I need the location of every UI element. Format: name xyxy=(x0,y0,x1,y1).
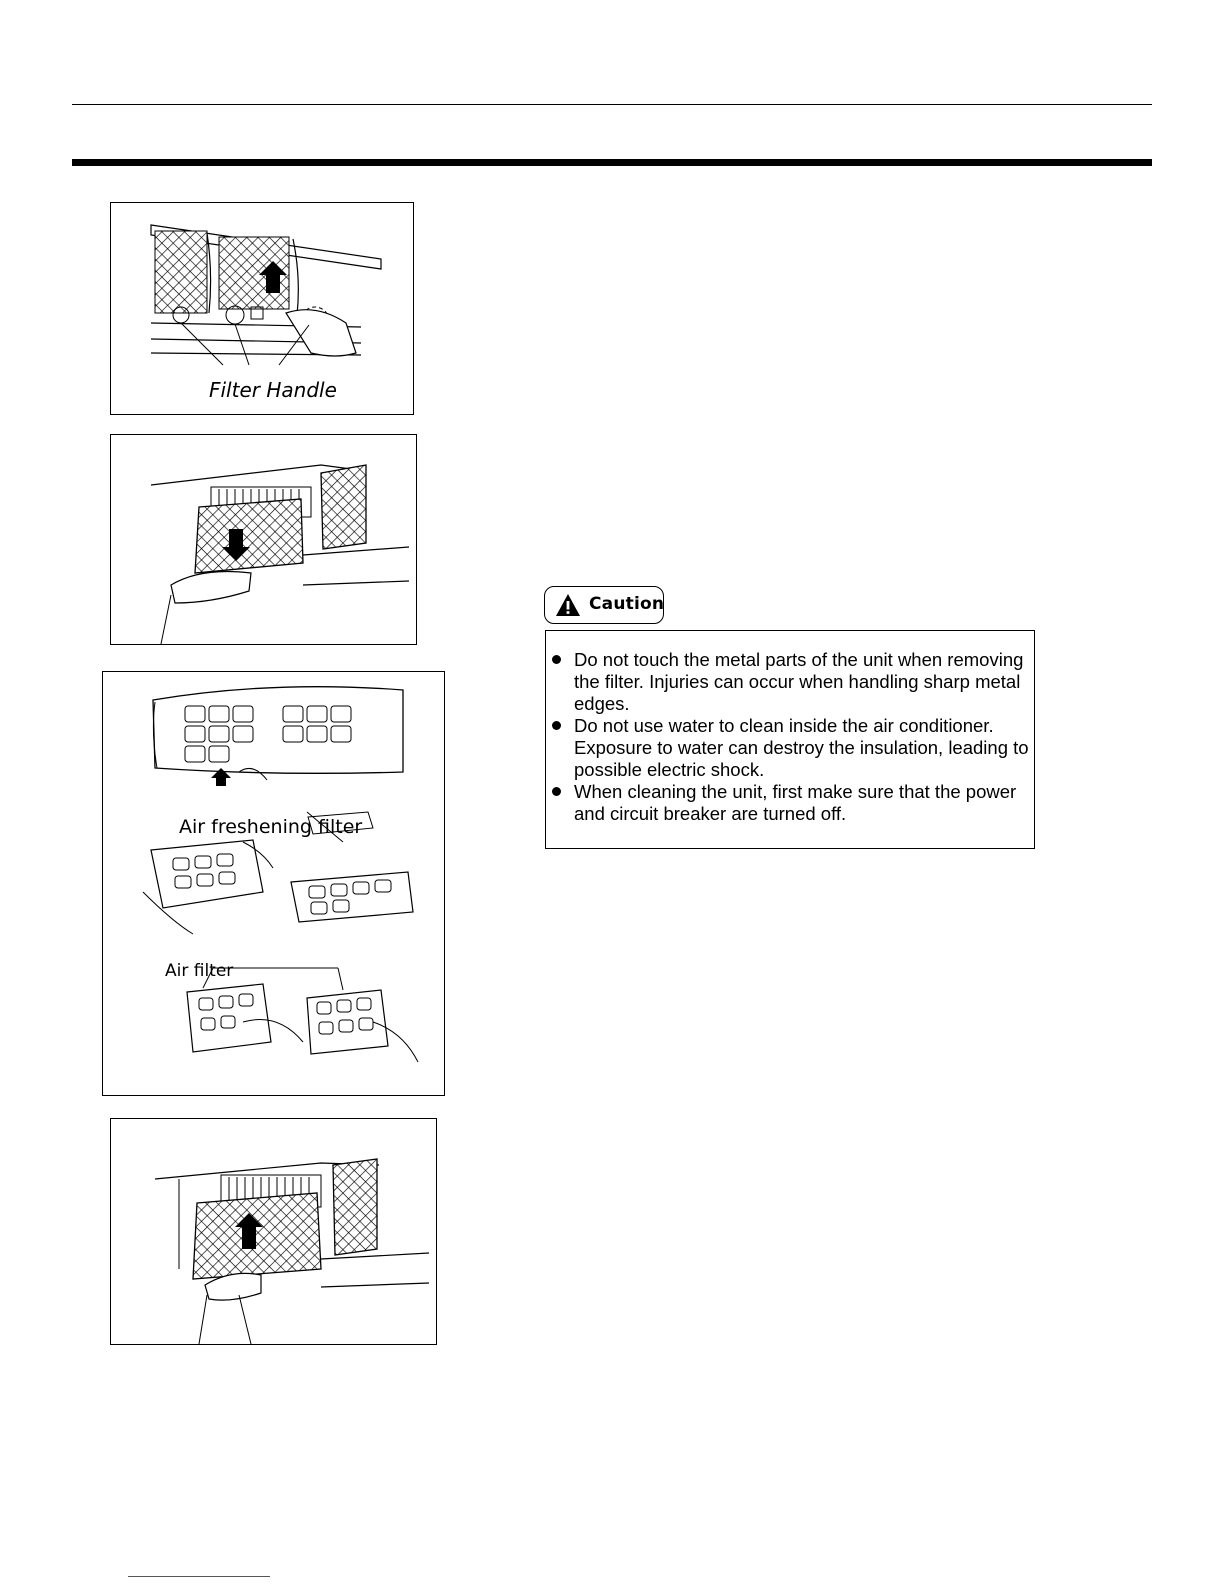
bullet-icon xyxy=(552,721,561,730)
remove-filter-illustration xyxy=(111,435,416,644)
figure-reinsert-filter xyxy=(110,1118,437,1345)
footer-rule xyxy=(128,1576,270,1577)
caution-item: Do not use water to clean inside the air conditioner. Exposure to water can destroy the insulation, leading to possible electric shock. xyxy=(546,715,1034,781)
caution-title: Caution xyxy=(589,594,665,614)
caution-item: Do not touch the metal parts of the unit when removing the filter. Injuries can occur when handling sharp metal edges. xyxy=(546,649,1034,715)
figure-filters xyxy=(102,671,445,1096)
warning-triangle-icon xyxy=(555,593,581,617)
figure-remove-filter xyxy=(110,434,417,645)
caution-box xyxy=(545,630,1035,849)
caution-item: When cleaning the unit, first make sure that the power and circuit breaker are turned off. xyxy=(546,781,1034,825)
bullet-icon xyxy=(552,787,561,796)
figure-filter-handle xyxy=(110,202,414,415)
filters-illustration xyxy=(103,672,444,1095)
air-freshening-filter-label: Air freshening filter xyxy=(179,816,363,838)
filter-handle-label: Filter Handle xyxy=(209,378,337,402)
caution-list xyxy=(546,631,1034,825)
header-rule-thick xyxy=(72,159,1152,166)
air-filter-label: Air filter xyxy=(165,961,234,981)
reinsert-filter-illustration xyxy=(111,1119,436,1344)
header-rule-thin xyxy=(72,104,1152,105)
bullet-icon xyxy=(552,655,561,664)
caution-badge xyxy=(544,586,664,624)
